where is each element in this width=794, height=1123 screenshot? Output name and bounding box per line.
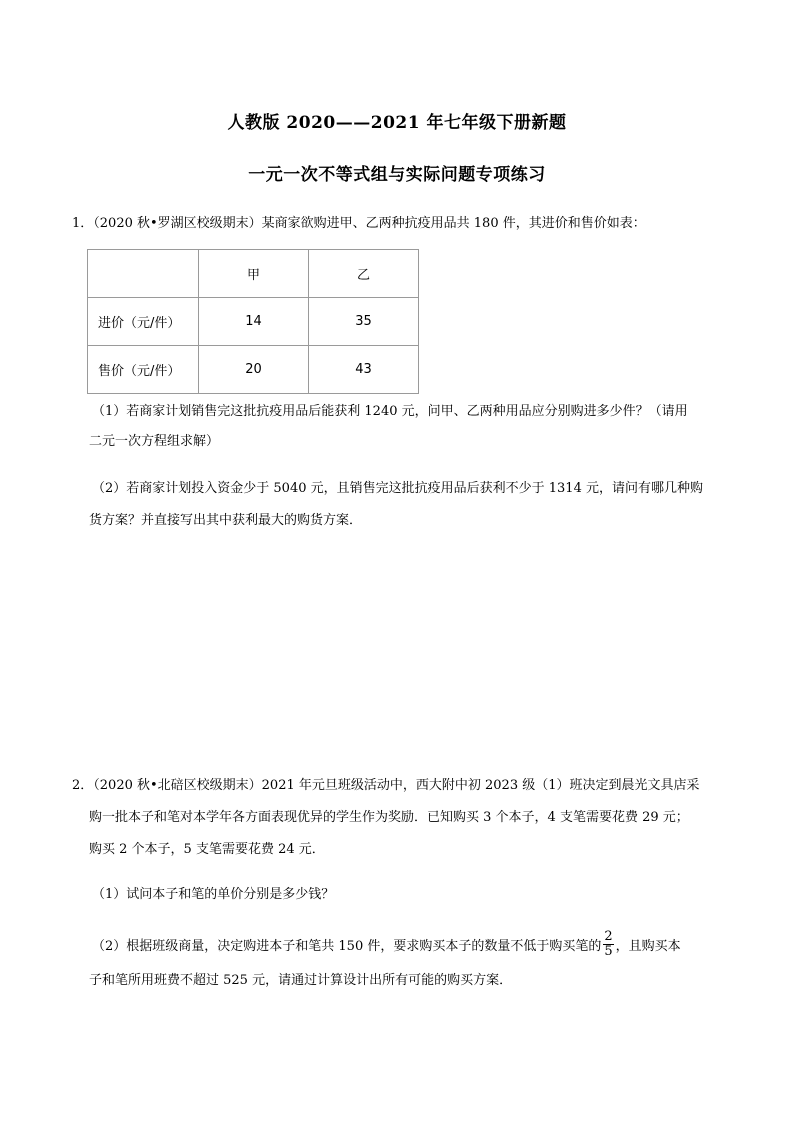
fraction-denominator: 5 (604, 944, 613, 959)
table-row-label-cell (88, 346, 199, 394)
table-header-row (88, 250, 419, 298)
table-cell: 43 (309, 346, 419, 394)
table-cell: 20 (199, 346, 309, 394)
table-cell: 35 (309, 298, 419, 346)
table-row-label-cell (88, 298, 199, 346)
table-row-label: 售价（元/件） (98, 364, 181, 379)
q2-part2-text-before: （2）根据班级商量，决定购进本子和笔共 150 件，要求购买本子的数量不低于购买笔的 (92, 939, 602, 954)
q2-stem-line3: 购买 2 个本子，5 支笔需要花费 24 元． (89, 842, 325, 857)
q1-stem: 1．（2020 秋•罗湖区校级期末）某商家欲购进甲、乙两种抗疫用品共 180 件，其进价和售价如表： (72, 216, 646, 231)
table-cell: 14 (199, 298, 309, 346)
fraction-two-fifths (603, 930, 613, 959)
q2-part2-line2: 子和笔所用班费不超过 525 元，请通过计算设计出所有可能的购买方案． (89, 973, 513, 988)
q1-part2-line2: 货方案？并直接写出其中获利最大的购货方案． (89, 513, 363, 528)
table-row (88, 298, 419, 346)
q2-stem-line1: 2．（2020 秋•北碚区校级期末）2021 年元旦班级活动中，西大附中初 2023 级（1）班决定到晨光文具店采 (72, 778, 700, 793)
q2-part2-text-after: ，且购买本 (615, 939, 681, 954)
q1-price-table (87, 249, 419, 394)
q2-stem-line2: 购一批本子和笔对本学年各方面表现优异的学生作为奖励．已知购买 3 个本子，4 支笔需要花费 29 元； (89, 810, 689, 825)
q2-part2-line1 (92, 929, 681, 961)
table-header-yi: 乙 (309, 250, 419, 298)
document-title: 人教版 2020——2021 年七年级下册新题 (227, 113, 567, 133)
q2-part1: （1）试问本子和笔的单价分别是多少钱？ (92, 887, 335, 902)
document-subtitle: 一元一次不等式组与实际问题专项练习 (248, 165, 546, 185)
table-row-label: 进价（元/件） (98, 316, 181, 331)
fraction-numerator: 2 (604, 929, 613, 944)
table-row (88, 346, 419, 394)
q1-part1-line2: 二元一次方程组求解） (89, 434, 220, 449)
table-cell (88, 250, 199, 298)
q1-part2-line1: （2）若商家计划投入资金少于 5040 元，且销售完这批抗疫用品后获利不少于 1314 元，请问有哪几种购 (92, 481, 703, 496)
q1-part1-line1: （1）若商家计划销售完这批抗疫用品后能获利 1240 元，问甲、乙两种用品应分别购进多少件？（请用 (92, 404, 688, 419)
table-header-jia: 甲 (199, 250, 309, 298)
